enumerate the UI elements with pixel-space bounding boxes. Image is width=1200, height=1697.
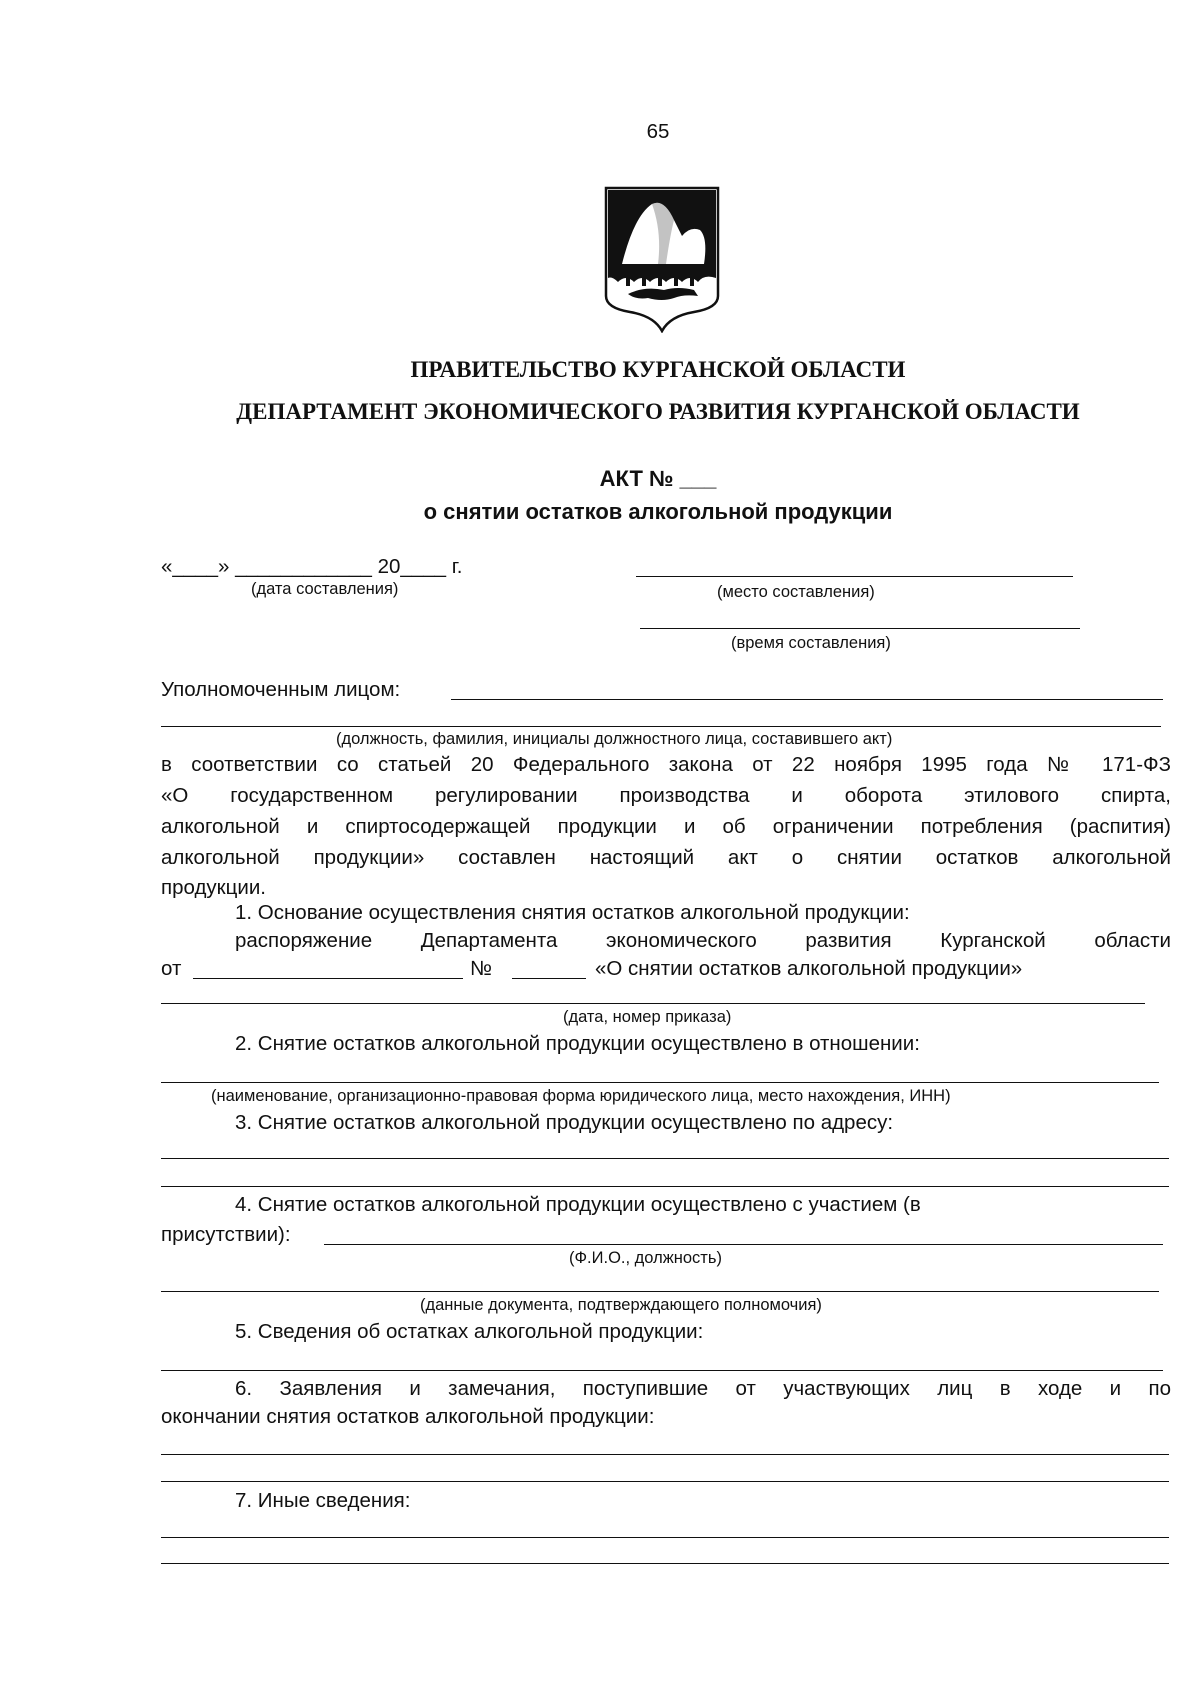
section-1-number-line [512, 978, 586, 979]
org-department: ДЕПАРТАМЕНТ ЭКОНОМИЧЕСКОГО РАЗВИТИЯ КУРГАНСКОЙ ОБЛАСТИ [236, 399, 1080, 424]
section-7-title: 7. Иные сведения: [235, 1489, 411, 1512]
section-4-label: присутствии): [161, 1223, 291, 1246]
section-6-line-a [161, 1454, 1169, 1455]
section-4-line-2 [161, 1291, 1159, 1292]
section-6-line-b [161, 1481, 1169, 1482]
org-government: ПРАВИТЕЛЬСТВО КУРГАНСКОЙ ОБЛАСТИ [410, 357, 906, 382]
date-caption: (дата составления) [251, 580, 399, 598]
authorized-label: Уполномоченным лицом: [161, 678, 401, 701]
section-2-title: 2. Снятие остатков алкогольной продукции осуществлено в отношении: [235, 1032, 920, 1055]
section-4-title: 4. Снятие остатков алкогольной продукции осуществлено с участием (в [235, 1193, 921, 1216]
section-1-quote: «О снятии остатков алкогольной продукции» [595, 957, 1023, 980]
place-line [636, 576, 1073, 577]
section-2-caption: (наименование, организационно-правовая форма юридического лица, место нахождения, ИНН) [211, 1087, 951, 1105]
section-1-no: № [470, 957, 492, 980]
section-1-line-2 [161, 1003, 1145, 1004]
section-2-line [161, 1082, 1159, 1083]
intro-line-3: алкогольной и спиртосодержащей продукции и об ограничении потребления (распития) [161, 815, 1171, 838]
coat-of-arms-icon [604, 186, 720, 333]
section-7-line-b [161, 1563, 1169, 1564]
date-line: «____» ____________ 20____ г. [161, 555, 463, 578]
act-title: АКТ № ___ [599, 466, 717, 491]
section-1-ot: от [161, 957, 182, 980]
section-3-line-2 [161, 1186, 1169, 1187]
section-4-caption-1: (Ф.И.О., должность) [569, 1249, 722, 1267]
section-1-line-1: распоряжение Департамента экономического развития Курганской области [235, 929, 1171, 952]
section-3-title: 3. Снятие остатков алкогольной продукции осуществлено по адресу: [235, 1111, 894, 1134]
time-caption: (время составления) [731, 634, 891, 652]
intro-line-4: алкогольной продукции» составлен настоящий акт о снятии остатков алкогольной [161, 846, 1171, 869]
section-3-line-1 [161, 1158, 1169, 1159]
act-subtitle: о снятии остатков алкогольной продукции [423, 499, 893, 524]
section-4-caption-2: (данные документа, подтверждающего полномочия) [420, 1296, 822, 1314]
authorized-line-2 [161, 726, 1161, 727]
section-6-line-2: окончании снятия остатков алкогольной продукции: [161, 1405, 655, 1428]
section-5-line [161, 1370, 1163, 1371]
page-number: 65 [646, 120, 670, 143]
place-caption: (место составления) [717, 583, 875, 601]
section-5-title: 5. Сведения об остатках алкогольной продукции: [235, 1320, 704, 1343]
authorized-line [451, 699, 1163, 700]
section-1-date-line [193, 978, 463, 979]
section-1-title: 1. Основание осуществления снятия остатков алкогольной продукции: [235, 901, 910, 924]
section-7-line-a [161, 1537, 1169, 1538]
intro-line-1: в соответствии со статьей 20 Федерального закона от 22 ноября 1995 года № 171-ФЗ [161, 753, 1171, 776]
intro-line-5: продукции. [161, 876, 266, 899]
intro-line-2: «О государственном регулировании производства и оборота этилового спирта, [161, 784, 1171, 807]
authorized-caption: (должность, фамилия, инициалы должностного лица, составившего акт) [336, 730, 893, 748]
section-6-line-1: 6. Заявления и замечания, поступившие от участвующих лиц в ходе и по [235, 1377, 1171, 1400]
time-line [640, 628, 1080, 629]
section-4-participant-line [324, 1244, 1163, 1245]
section-1-caption: (дата, номер приказа) [563, 1008, 732, 1026]
